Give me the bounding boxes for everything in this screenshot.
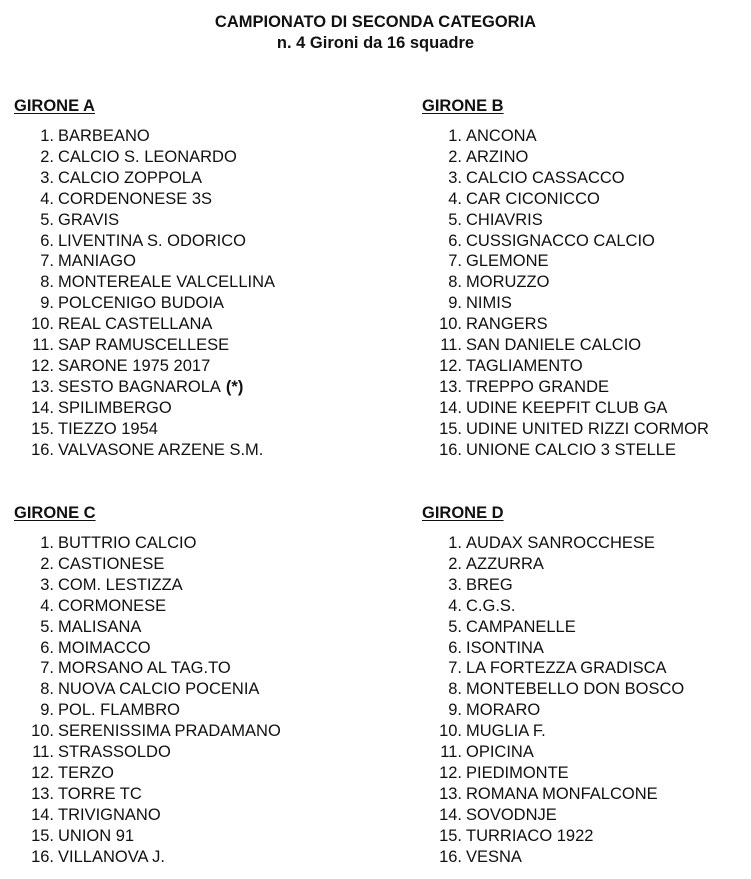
team-name: POLCENIGO BUDOIA [58, 294, 224, 313]
team-number: 15. [439, 419, 462, 438]
team-item [14, 293, 344, 314]
team-name: LIVENTINA S. ODORICO [58, 231, 246, 250]
team-number: 8. [40, 680, 54, 699]
team-item [14, 638, 344, 659]
team-number: 11. [32, 743, 54, 762]
team-item [14, 658, 344, 679]
team-number: 5. [448, 617, 462, 636]
team-name: SPILIMBERGO [58, 398, 172, 417]
team-item [422, 231, 751, 252]
team-name: MORSANO AL TAG.TO [58, 659, 231, 678]
team-item [422, 126, 751, 147]
team-name: TURRIACO 1922 [466, 826, 594, 845]
team-number: 6. [40, 231, 54, 250]
team-item [422, 419, 751, 440]
team-name: MONTEREALE VALCELLINA [58, 273, 276, 292]
team-number: 11. [32, 336, 54, 355]
team-item [422, 679, 751, 700]
team-number: 16. [31, 440, 54, 459]
team-item [422, 210, 751, 231]
team-name: UDINE KEEPFIT CLUB GA [466, 398, 668, 417]
team-item [14, 763, 344, 784]
team-item [422, 168, 751, 189]
group-c [14, 503, 344, 868]
team-name: TIEZZO 1954 [58, 419, 158, 438]
team-item [14, 419, 344, 440]
team-number: 12. [439, 356, 462, 375]
team-number: 13. [31, 784, 54, 803]
team-item [14, 272, 344, 293]
team-item [14, 147, 344, 168]
team-name: VILLANOVA J. [58, 847, 165, 866]
team-item [14, 231, 344, 252]
team-item [14, 335, 344, 356]
team-number: 1. [40, 534, 54, 552]
team-item [422, 189, 751, 210]
team-name: BARBEANO [58, 127, 150, 145]
team-number: 13. [31, 377, 54, 396]
team-name: CAR CICONICCO [466, 189, 600, 208]
team-number: 15. [31, 826, 54, 845]
team-name: CASTIONESE [58, 554, 165, 573]
team-item [422, 805, 751, 826]
team-number: 3. [448, 575, 462, 594]
team-name: CHIAVRIS [466, 210, 543, 229]
team-name: CALCIO ZOPPOLA [58, 168, 202, 187]
team-name: MUGLIA F. [466, 722, 546, 741]
team-number: 5. [40, 210, 54, 229]
team-item [422, 700, 751, 721]
team-name: STRASSOLDO [58, 743, 171, 762]
team-number: 14. [31, 398, 54, 417]
team-number: 10. [439, 722, 462, 741]
team-number: 14. [439, 398, 462, 417]
team-item [14, 126, 344, 147]
team-item [14, 784, 344, 805]
team-number: 1. [448, 534, 462, 552]
team-item [14, 210, 344, 231]
team-name: AUDAX SANROCCHESE [466, 534, 655, 552]
team-name: TAGLIAMENTO [466, 356, 583, 375]
team-number: 9. [40, 701, 54, 720]
team-name: ROMANA MONFALCONE [466, 784, 658, 803]
team-item [422, 658, 751, 679]
team-number: 6. [448, 638, 462, 657]
group-title: GIRONE A [14, 97, 95, 115]
team-number: 12. [31, 356, 54, 375]
team-number: 16. [439, 440, 462, 459]
team-number: 10. [439, 315, 462, 334]
team-name: TRIVIGNANO [58, 805, 161, 824]
team-number: 11. [440, 743, 462, 762]
team-number: 12. [439, 763, 462, 782]
team-number: 2. [40, 554, 54, 573]
team-number: 2. [448, 554, 462, 573]
team-item [422, 335, 751, 356]
team-item [422, 147, 751, 168]
team-item [14, 617, 344, 638]
team-number: 3. [448, 168, 462, 187]
team-item [14, 189, 344, 210]
team-name: AZZURRA [466, 554, 544, 573]
team-number: 4. [448, 189, 462, 208]
team-name: CALCIO CASSACCO [466, 168, 625, 187]
team-name: VESNA [466, 847, 522, 866]
team-name: SOVODNJE [466, 805, 557, 824]
team-number: 14. [439, 805, 462, 824]
team-number: 7. [40, 659, 54, 678]
team-item [422, 784, 751, 805]
team-item [422, 377, 751, 398]
team-name: GLEMONE [466, 252, 549, 271]
team-name: REAL CASTELLANA [58, 315, 213, 334]
team-item [14, 251, 344, 272]
team-item [422, 575, 751, 596]
team-number: 1. [40, 127, 54, 145]
team-number: 12. [31, 763, 54, 782]
team-number: 9. [448, 701, 462, 720]
team-name: CALCIO S. LEONARDO [58, 147, 237, 166]
team-name: SARONE 1975 2017 [58, 356, 211, 375]
team-item [422, 847, 751, 868]
team-list [14, 533, 344, 868]
group-b [422, 96, 751, 461]
team-item [14, 440, 344, 461]
team-name: LA FORTEZZA GRADISCA [466, 659, 667, 678]
team-name: BUTTRIO CALCIO [58, 534, 197, 552]
team-name: MALISANA [58, 617, 142, 636]
team-name: UDINE UNITED RIZZI CORMOR [466, 419, 709, 438]
team-item [14, 533, 344, 554]
team-number: 7. [40, 252, 54, 271]
team-number: 11. [440, 336, 462, 355]
team-name: UNION 91 [58, 826, 135, 845]
team-number: 10. [31, 315, 54, 334]
team-name: CORDENONESE 3S [58, 189, 213, 208]
team-name: TERZO [58, 763, 114, 782]
team-item [14, 826, 344, 847]
team-name: CORMONESE [58, 596, 167, 615]
team-item [422, 440, 751, 461]
team-number: 16. [439, 847, 462, 866]
team-name: MANIAGO [58, 252, 136, 271]
team-item [14, 314, 344, 335]
team-item [14, 398, 344, 419]
team-name: RANGERS [466, 315, 548, 334]
team-number: 15. [31, 419, 54, 438]
team-name: PIEDIMONTE [466, 763, 569, 782]
team-item [422, 763, 751, 784]
team-number: 8. [448, 680, 462, 699]
team-list [14, 126, 344, 461]
team-name: NUOVA CALCIO POCENIA [58, 680, 260, 699]
team-name: CAMPANELLE [466, 617, 576, 636]
team-item [422, 293, 751, 314]
team-item [422, 272, 751, 293]
team-number: 5. [40, 617, 54, 636]
team-item [422, 554, 751, 575]
document-header [0, 12, 751, 54]
group-title: GIRONE D [422, 504, 504, 522]
team-name: SAP RAMUSCELLESE [58, 336, 230, 355]
team-name: SESTO BAGNAROLA [58, 377, 221, 396]
team-item [422, 742, 751, 763]
team-item [14, 596, 344, 617]
team-item [422, 356, 751, 377]
team-number: 13. [439, 784, 462, 803]
team-item [14, 700, 344, 721]
team-name: ANCONA [466, 127, 537, 145]
team-list [422, 126, 751, 461]
team-item [422, 721, 751, 742]
team-item [14, 168, 344, 189]
group-title: GIRONE C [14, 504, 96, 522]
team-name: MONTEBELLO DON BOSCO [466, 680, 685, 699]
team-number: 8. [40, 273, 54, 292]
team-item [422, 314, 751, 335]
team-item [14, 742, 344, 763]
team-number: 15. [439, 826, 462, 845]
team-number: 4. [40, 596, 54, 615]
team-name: CUSSIGNACCO CALCIO [466, 231, 655, 250]
team-name: OPICINA [466, 743, 534, 762]
document-title: CAMPIONATO DI SECONDA CATEGORIA [214, 13, 537, 31]
team-name: SERENISSIMA PRADAMANO [58, 722, 281, 741]
team-item [422, 398, 751, 419]
team-name: COM. LESTIZZA [58, 575, 183, 594]
team-number: 14. [31, 805, 54, 824]
team-name: GRAVIS [58, 210, 120, 229]
team-name: TORRE TC [58, 784, 142, 803]
team-number: 5. [448, 210, 462, 229]
team-name: MORARO [466, 701, 541, 720]
team-number: 1. [448, 127, 462, 145]
document-subtitle: n. 4 Gironi da 16 squadre [276, 34, 475, 52]
team-name: BREG [466, 575, 513, 594]
team-name: MORUZZO [466, 273, 550, 292]
team-item [422, 251, 751, 272]
team-number: 6. [448, 231, 462, 250]
team-name: ARZINO [466, 147, 529, 166]
team-number: 3. [40, 575, 54, 594]
group-a [14, 96, 344, 461]
team-name: UNIONE CALCIO 3 STELLE [466, 440, 676, 459]
team-number: 9. [40, 294, 54, 313]
team-number: 2. [448, 147, 462, 166]
team-item [422, 638, 751, 659]
team-item [14, 356, 344, 377]
team-number: 8. [448, 273, 462, 292]
team-name: ISONTINA [466, 638, 544, 657]
team-item [422, 533, 751, 554]
team-item [422, 826, 751, 847]
team-name: TREPPO GRANDE [466, 377, 610, 396]
team-name: C.G.S. [466, 596, 516, 615]
team-item [422, 617, 751, 638]
team-item [14, 721, 344, 742]
team-number: 6. [40, 638, 54, 657]
team-number: 2. [40, 147, 54, 166]
team-item [14, 805, 344, 826]
team-list [422, 533, 751, 868]
team-number: 10. [31, 722, 54, 741]
team-name: VALVASONE ARZENE S.M. [58, 440, 264, 459]
team-number: 4. [40, 189, 54, 208]
team-item [14, 847, 344, 868]
team-number: 4. [448, 596, 462, 615]
team-name: MOIMACCO [58, 638, 151, 657]
team-name: NIMIS [466, 294, 512, 313]
team-item [14, 377, 344, 398]
team-item [14, 679, 344, 700]
team-note: (*) [225, 377, 244, 396]
team-number: 9. [448, 294, 462, 313]
team-name: SAN DANIELE CALCIO [466, 336, 642, 355]
group-d [422, 503, 751, 868]
team-number: 16. [31, 847, 54, 866]
team-item [14, 575, 344, 596]
team-number: 7. [448, 252, 462, 271]
team-item [422, 596, 751, 617]
team-number: 7. [448, 659, 462, 678]
team-number: 13. [439, 377, 462, 396]
team-name: POL. FLAMBRO [58, 701, 180, 720]
team-number: 3. [40, 168, 54, 187]
team-item [14, 554, 344, 575]
group-title: GIRONE B [422, 97, 504, 115]
